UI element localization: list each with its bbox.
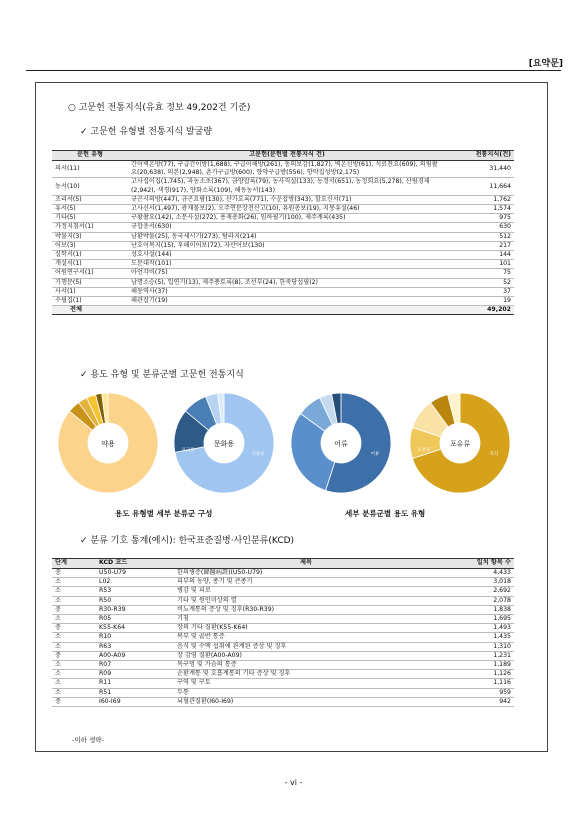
table-row bbox=[52, 661, 514, 670]
table-cell: 소 bbox=[52, 633, 96, 642]
donut-center-label: 어류 bbox=[334, 440, 348, 448]
table-cell: 소 bbox=[52, 679, 96, 688]
donut-svg bbox=[171, 390, 277, 496]
header-cell: 고문헌(문헌별 전통지식 건) bbox=[128, 151, 446, 161]
table-cell: 박물지(3) bbox=[52, 232, 128, 241]
table-cell: 도문대작(101) bbox=[128, 260, 446, 269]
table-row bbox=[52, 161, 514, 178]
table-cell: 패관잡기(19) bbox=[128, 297, 446, 306]
table-row bbox=[52, 670, 514, 679]
table-cell: R51 bbox=[96, 688, 174, 697]
donut-center-label: 문화용 bbox=[213, 440, 235, 448]
table-cell: 중 bbox=[52, 624, 96, 633]
subheading-kcd: ✓ 분류 기호 통계(예시): 한국표준질병·사인분류(KCD) bbox=[80, 536, 295, 546]
table-cell: 아언각비(75) bbox=[128, 269, 446, 278]
table-row bbox=[52, 232, 514, 241]
table-row bbox=[52, 223, 514, 232]
table-cell: R63 bbox=[96, 642, 174, 651]
table-cell: 남명소승(5), 입연기(13), 제주풍토록(8), 조선부(24), 한죽당섭필(2) bbox=[128, 278, 446, 287]
table-row bbox=[52, 287, 514, 296]
table-cell: 630 bbox=[446, 223, 514, 232]
table-cell: 사서(1) bbox=[52, 287, 128, 296]
table-cell: 1,231 bbox=[438, 651, 514, 660]
table-cell: 975 bbox=[446, 214, 514, 223]
table-cell: 기타 및 원인미상의 열 bbox=[174, 596, 438, 605]
table-cell: 구황촬요(142), 소문사설(272), 용재총화(26), 임하필기(100), 제주계록(435) bbox=[128, 214, 446, 223]
table-cell: 217 bbox=[446, 241, 514, 250]
table-row bbox=[52, 569, 514, 578]
table-cell: 512 bbox=[446, 232, 514, 241]
table-cell: 1,695 bbox=[438, 615, 514, 624]
table-cell: U50-U79 bbox=[96, 569, 174, 578]
table-cell: 1,493 bbox=[438, 624, 514, 633]
table-cell: 농서(10) bbox=[52, 178, 128, 195]
table-cell: 개설서(1) bbox=[52, 260, 128, 269]
table-cell: 1,189 bbox=[438, 661, 514, 670]
donut-slice-label: 표고류 bbox=[181, 448, 195, 453]
page-number: - vi - bbox=[284, 778, 303, 787]
donut-slice-label: 곡식 bbox=[489, 452, 499, 457]
table-cell: 어보(3) bbox=[52, 241, 128, 250]
table-cell: 2,692 bbox=[438, 587, 514, 596]
header-cell: 문헌 유형 bbox=[52, 151, 128, 161]
table-cell: 소 bbox=[52, 642, 96, 651]
table-cell: 규합총서(630) bbox=[128, 223, 446, 232]
table-cell: R53 bbox=[96, 587, 174, 596]
subheading-usage: ✓ 용도 유형 및 분류군별 고문헌 전통지식 bbox=[80, 370, 244, 380]
table-row bbox=[52, 651, 514, 660]
table-cell: 101 bbox=[446, 260, 514, 269]
table-cell: 어원연구서(1) bbox=[52, 269, 128, 278]
table-row bbox=[52, 278, 514, 287]
table-cell: R09 bbox=[96, 670, 174, 679]
donut-svg bbox=[55, 390, 161, 496]
table-row bbox=[52, 688, 514, 697]
table-row bbox=[52, 297, 514, 306]
header-cell: KCD 코드 bbox=[96, 559, 174, 569]
table-cell: 144 bbox=[446, 251, 514, 260]
table-cell: R11 bbox=[96, 679, 174, 688]
table-cell: 중 bbox=[52, 569, 96, 578]
table-cell: 조리서(5) bbox=[52, 195, 128, 204]
header-cell: 제목 bbox=[174, 559, 438, 569]
table-cell: 37 bbox=[446, 287, 514, 296]
table-cell: 75 bbox=[446, 269, 514, 278]
kcd-table bbox=[52, 558, 514, 707]
table-cell: 2,078 bbox=[438, 596, 514, 605]
summary-tag: [요약문] bbox=[528, 59, 563, 69]
table-cell: 기행문(5) bbox=[52, 278, 128, 287]
table-header-row bbox=[52, 151, 514, 161]
table-row bbox=[52, 633, 514, 642]
table-cell: K55-K64 bbox=[96, 624, 174, 633]
table-cell: 고사신서(1,497), 광재물보(2), 오주연문장전산고(10), 유원총보(19), 지봉유설(46) bbox=[128, 205, 446, 214]
table-cell: 규곤시의방(447), 규곤요람(130), 산가요록(771), 수운잡방(343), 할요신서(71) bbox=[128, 195, 446, 204]
table-cell: R50 bbox=[96, 596, 174, 605]
table-cell: 장의 기타 질환(K55-K64) bbox=[174, 624, 438, 633]
literature-table bbox=[52, 150, 514, 315]
donut-slice-label: 어류 bbox=[370, 452, 380, 457]
table-cell: 1,126 bbox=[438, 670, 514, 679]
table-cell: R10 bbox=[96, 633, 174, 642]
caption-usage-composition: 용도 유형별 세부 분류군 구성 bbox=[115, 509, 213, 518]
header-cell: 단계 bbox=[52, 559, 96, 569]
table-row bbox=[52, 195, 514, 204]
donut-chart bbox=[288, 390, 394, 500]
table-row bbox=[52, 615, 514, 624]
table-cell: 구역 및 구토 bbox=[174, 679, 438, 688]
table-cell: 1,838 bbox=[438, 605, 514, 614]
table-cell: 뇌혈관질환(I60-I69) bbox=[174, 697, 438, 706]
table-cell: 중 bbox=[52, 697, 96, 706]
table-cell: 1,435 bbox=[438, 633, 514, 642]
table-row bbox=[52, 679, 514, 688]
table-cell: A00-A09 bbox=[96, 651, 174, 660]
table-cell: 난호어목지(15), 우해이어보(72), 자산어보(130) bbox=[128, 241, 446, 250]
subheading-volume: ✓ 고문헌 유형별 전통지식 발굴량 bbox=[80, 127, 213, 137]
table-cell: 피부의 농양, 종기 및 큰종기 bbox=[174, 578, 438, 587]
donut-center-label: 포유류 bbox=[449, 440, 471, 448]
table-row bbox=[52, 260, 514, 269]
header-rule bbox=[26, 70, 561, 71]
table-cell: 31,440 bbox=[446, 161, 514, 178]
table-cell: 두통 bbox=[174, 688, 438, 697]
table-cell: 959 bbox=[438, 688, 514, 697]
section-heading: ○ 고문헌 전통지식(유효 정보 49,202건 기준) bbox=[68, 103, 251, 113]
table-row bbox=[52, 178, 514, 195]
table-cell: 52 bbox=[446, 278, 514, 287]
table-cell: 중 bbox=[52, 651, 96, 660]
table-row bbox=[52, 214, 514, 223]
table-cell: 기타(5) bbox=[52, 214, 128, 223]
table-cell: L02 bbox=[96, 578, 174, 587]
table-cell: R05 bbox=[96, 615, 174, 624]
table-cell: 남환박물(25), 동국세시기(273), 탐라지(214) bbox=[128, 232, 446, 241]
table-cell: 비뇨계통의 증상 및 징후(R30-R39) bbox=[174, 605, 438, 614]
donut-slice-label: 포유류 bbox=[417, 448, 431, 453]
caption-taxa-usage: 세부 분류군별 용도 유형 bbox=[345, 509, 426, 518]
total-value: 49,202 bbox=[446, 306, 514, 315]
table-cell: 중 bbox=[52, 605, 96, 614]
table-header-row bbox=[52, 559, 514, 569]
table-cell: 11,664 bbox=[446, 178, 514, 195]
table-row bbox=[52, 578, 514, 587]
omission-note: -이하 생략- bbox=[72, 736, 104, 744]
donut-svg bbox=[288, 390, 394, 496]
table-cell: 소 bbox=[52, 578, 96, 587]
table-cell: 942 bbox=[438, 697, 514, 706]
table-cell: 성호사설(144) bbox=[128, 251, 446, 260]
header-cell: 전통지식(건) bbox=[446, 151, 514, 161]
table-cell: 1,762 bbox=[446, 195, 514, 204]
table-row bbox=[52, 205, 514, 214]
table-cell: 병감 및 피로 bbox=[174, 587, 438, 596]
table-cell: 소 bbox=[52, 587, 96, 596]
table-row bbox=[52, 605, 514, 614]
table-cell: 장 감염 질환(A00-A09) bbox=[174, 651, 438, 660]
table-cell: 목구멍 및 가슴의 통증 bbox=[174, 661, 438, 670]
table-row bbox=[52, 596, 514, 605]
table-row bbox=[52, 251, 514, 260]
table-row bbox=[52, 269, 514, 278]
donut-svg bbox=[407, 390, 513, 496]
table-cell: 소 bbox=[52, 615, 96, 624]
donut-chart bbox=[171, 390, 277, 500]
table-cell: 음식 및 수액 섭취에 관계된 증상 및 징후 bbox=[174, 642, 438, 651]
table-cell: 소 bbox=[52, 596, 96, 605]
table-cell: 19 bbox=[446, 297, 514, 306]
donut-slice-label: 식물류 bbox=[251, 452, 265, 457]
header-cell: 일치 항목 수 bbox=[438, 559, 514, 569]
table-cell: 1,310 bbox=[438, 642, 514, 651]
table-row bbox=[52, 624, 514, 633]
table-total-row bbox=[52, 306, 514, 315]
table-cell: 순환계통 및 호흡계통의 기타 증상 및 징후 bbox=[174, 670, 438, 679]
table-cell: 수필집(1) bbox=[52, 297, 128, 306]
table-row bbox=[52, 697, 514, 706]
table-cell: 1,116 bbox=[438, 679, 514, 688]
table-cell: 고사십이집(1,745), 과농소초(367), 금양잡록(79), 농사직설(133), 농정서(651), 농정회요(5,278), 산림경제(2,942), 색경(917), 양화소록(109), 해동농서(143) bbox=[128, 178, 446, 195]
table-cell: 복부 및 골반 통증 bbox=[174, 633, 438, 642]
total-label: 전체 bbox=[52, 306, 446, 315]
table-cell: 해동역사(37) bbox=[128, 287, 446, 296]
table-cell: 의서(11) bbox=[52, 161, 128, 178]
table-row bbox=[52, 241, 514, 250]
table-cell: 1,574 bbox=[446, 205, 514, 214]
table-cell: 4,433 bbox=[438, 569, 514, 578]
table-cell: 3,018 bbox=[438, 578, 514, 587]
donut-center-label: 약용 bbox=[101, 440, 115, 448]
table-row bbox=[52, 587, 514, 596]
table-cell: 간이벽온방(77), 구급간이방(1,688), 구급이해방(261), 동의보감(1,827), 벽온신방(61), 식료찬요(609), 의림촬요(20,638), 의본(2,948), 촌가구급방(600), 향약구급방(556), 향약집성방(2,175) bbox=[128, 161, 446, 178]
table-cell: 기침 bbox=[174, 615, 438, 624]
table-cell: R07 bbox=[96, 661, 174, 670]
table-cell: 유서(5) bbox=[52, 205, 128, 214]
table-cell: 소 bbox=[52, 688, 96, 697]
table-cell: 소 bbox=[52, 661, 96, 670]
table-cell: 가정지침서(1) bbox=[52, 223, 128, 232]
donut-chart bbox=[55, 390, 161, 500]
table-cell: I60-I69 bbox=[96, 697, 174, 706]
table-cell: R30-R39 bbox=[96, 605, 174, 614]
table-row bbox=[52, 642, 514, 651]
donut-chart bbox=[407, 390, 513, 500]
table-cell: 실학서(1) bbox=[52, 251, 128, 260]
table-cell: 소 bbox=[52, 670, 96, 679]
table-cell: 한의병증(韓醫病證)(U50-U79) bbox=[174, 569, 438, 578]
